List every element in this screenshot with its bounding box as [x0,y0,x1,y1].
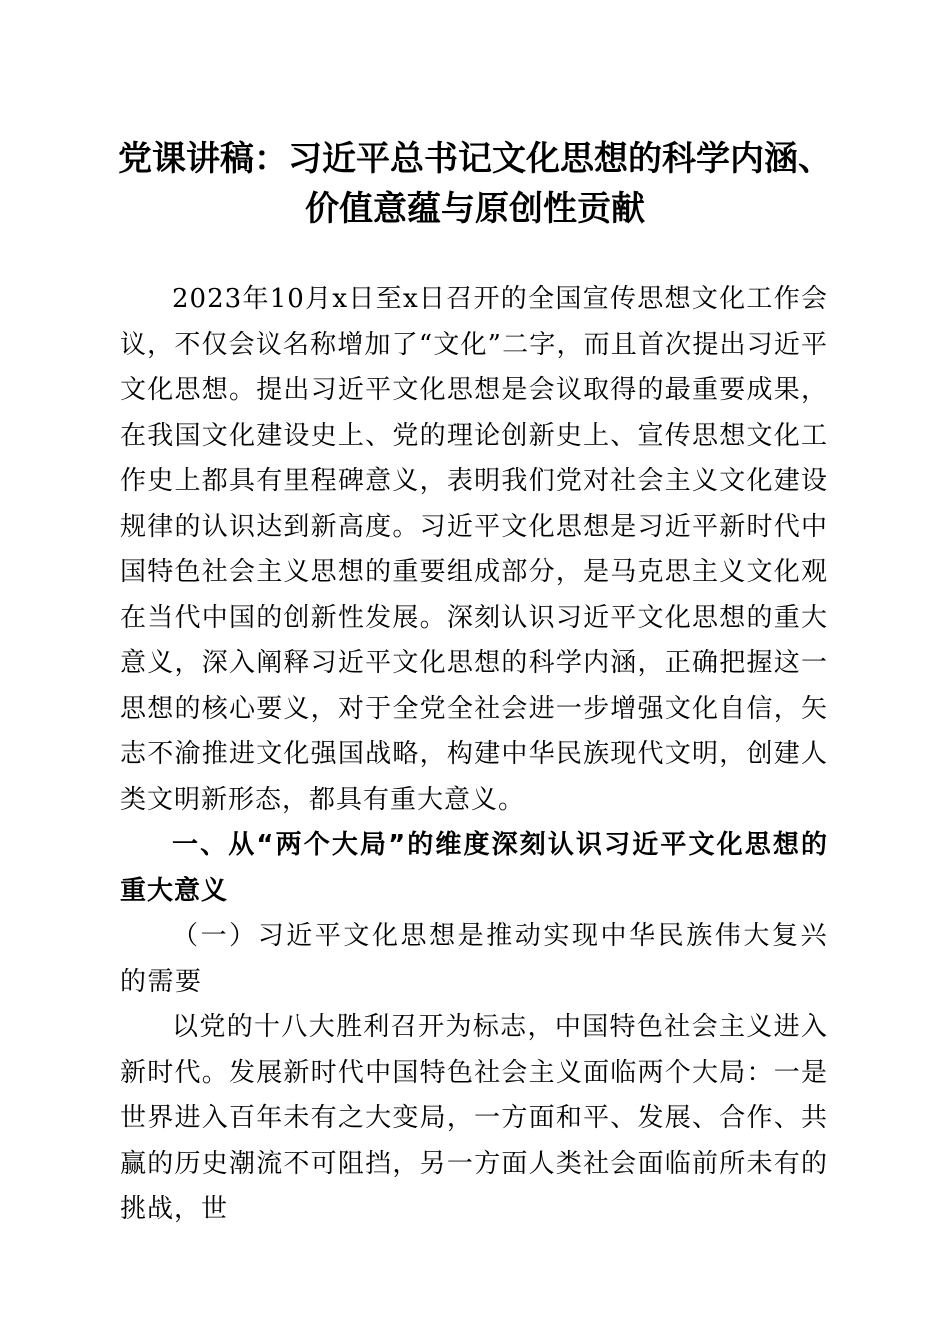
intro-paragraph: 2023年10月x日至x日召开的全国宣传思想文化工作会议，不仅会议名称增加了“文化”二字，而且首次提出习近平文化思想。提出习近平文化思想是会议取得的最重要成果，在我国文化建设史上、党的理论创新史上、宣传思想文化工作史上都具有里程碑意义，表明我们党对社会主义文化建设规律的认识达到新高度。习近平文化思想是习近平新时代中国特色社会主义思想的重要组成部分，是马克思主义文化观在当代中国的创新性发展。深刻认识习近平文化思想的重大意义，深入阐释习近平文化思想的科学内涵，正确把握这一思想的核心要义，对于全党全社会进一步增强文化自信，矢志不渝推进文化强国战略，构建中华民族现代文明，创建人类文明新形态，都具有重大意义。 [120,284,828,815]
subsection-heading-1: （一）习近平文化思想是推动实现中华民族伟大复兴的需要 [120,921,828,997]
section-heading-1: 一、从“两个大局”的维度深刻认识习近平文化思想的重大意义 [120,830,828,906]
title-line-2: 价值意蕴与原创性贡献 [305,189,645,229]
document-body [120,277,828,1233]
body-paragraph-2: 以党的十八大胜利召开为标志，中国特色社会主义进入新时代。发展新时代中国特色社会主义面临两个大局：一是世界进入百年未有之大变局，一方面和平、发展、合作、共赢的历史潮流不可阻挡，另一方面人类社会面临前所未有的挑战，世 [120,1012,828,1224]
title-line-1: 党课讲稿：习近平总书记文化思想的科学内涵、 [118,139,832,179]
document-title [100,134,850,234]
